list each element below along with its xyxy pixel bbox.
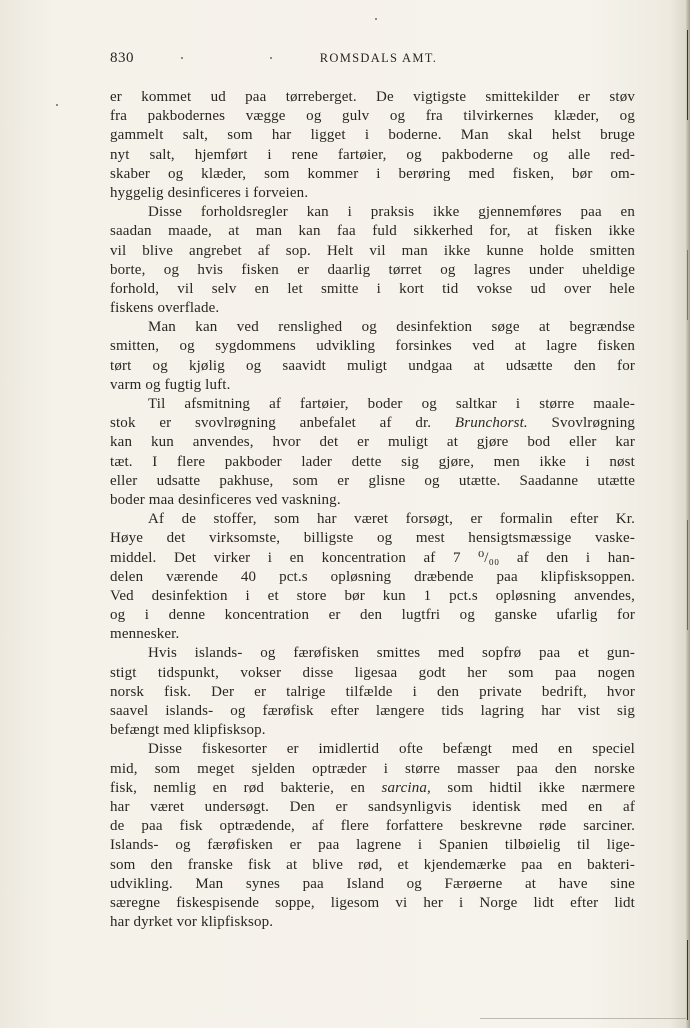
text-line-content: befængt med klipfisksop. [110,722,266,739]
text-line [110,587,635,606]
text-line-content: Hvis islands- og færøfisken smittes med sopfrø paa et gun- [148,645,635,662]
text-line [110,836,635,855]
text-line [110,568,635,587]
text-line-continuation: Svovlrøgning [527,415,636,432]
text-line [110,664,635,683]
page-edge-mark [687,250,688,320]
text-line-content: mid, som meget sjelden optræder i større masser paa den norske [110,760,635,777]
text-line-content: fiskens overflade. [110,300,220,317]
text-line-content: hyggelig desinficeres i forveien. [110,184,309,201]
text-line-content: gammelt salt, som har ligget i boderne. Man skal helst bruge [110,127,635,144]
text-line [110,318,635,337]
text-line [110,165,635,184]
page-edge-shadow [686,0,690,1028]
text-line-content: saadan maade, at man kan faa fuld sikkerhed for, at fisken ikke [110,223,635,240]
text-line-content: Islands- og færøfisken er paa lagrene i Spanien tilbøielig til lige- [110,837,635,854]
text-line-content: kan kun anvendes, hvor det er muligt at gjøre bod eller kar [110,434,635,451]
text-line [110,395,635,414]
text-line-content: fisk, nemlig en rød bakterie, en [110,779,365,796]
text-line-content: boder maa desinficeres ved vaskning. [110,491,341,508]
text-line [110,376,635,395]
text-line-content: saavel islands- og færøfisk efter længere tids lagring har vist sig [110,703,635,719]
text-line [110,702,635,721]
text-line [110,817,635,836]
text-line [110,357,635,376]
text-line-content: borte, og hvis fisken er daarlig tørret og lagres under uheldige [110,261,635,278]
text-line [110,433,635,452]
text-line [110,491,635,510]
text-line [110,242,635,261]
text-line [110,625,635,644]
page-number: 830 [110,50,134,66]
text-line [110,261,635,280]
text-line-content: særegne fiskespisende soppe, ligesom vi her i Norge lidt efter lidt [110,894,635,911]
text-line [110,184,635,203]
text-line [110,856,635,875]
text-line-content: som den franske fisk at blive rød, et kjendemærke paa en bakteri- [110,856,635,873]
text-line [110,203,635,222]
page-header [110,50,635,70]
text-line-content: vil blive angrebet af sop. Helt vil man ikke kunne holde smitten [110,242,635,259]
text-line-content: tørt og kjølig og saavidt muligt undgaa at udsætte den for [110,357,635,374]
italic-name: Brunchorst. [454,415,528,432]
text-line-content: eller udsatte pakhuse, som er glisne og utætte. Saadanne utætte [110,472,635,489]
text-line-content: delen værende 40 pct.s opløsning dræbende paa klipfisksoppen. [110,568,635,585]
text-line-content: varm og fugtig luft. [110,376,231,393]
text-line [110,529,635,548]
text-line [110,740,635,759]
text-line-content: Disse fiskesorter er imidlertid ofte befængt med en speciel [148,741,635,758]
text-line [110,760,635,779]
body-text [110,88,635,932]
text-line [110,913,635,932]
text-line [110,337,635,356]
text-line-content: Ved desinfektion i et store bør kun 1 pct.s opløsning anvendes, [110,587,635,604]
text-line-content: skaber og klæder, som kommer i berøring med fisken, bør om- [110,165,635,182]
text-line-continuation: som hidtil ikke nærmere [430,779,635,796]
page-edge-mark [687,30,688,120]
text-line-content: tæt. I flere pakboder lader dette sig gjøre, men ikke i nøst [110,453,635,470]
page-edge-mark [687,940,688,1020]
page-edge-mark [687,520,688,630]
text-line-content: har dyrket vor klipfisksop. [110,914,274,931]
text-line [110,222,635,241]
page-edge-bottom [480,1018,686,1019]
text-line [110,875,635,894]
text-line-content: middel. Det virker i en koncentration af 7 ⁰/₀₀ af den i han- [110,549,635,566]
text-line [110,779,635,798]
text-line-content: mennesker. [110,626,180,643]
text-line [110,683,635,702]
text-line-content: er kommet ud paa tørreberget. De vigtigste smittekilder er støv [110,89,635,105]
text-line [110,510,635,529]
text-line-content: Til afsmitning af fartøier, boder og saltkar i større maale- [148,396,635,412]
text-line [110,280,635,299]
text-line-content: fra pakbodernes vægge og gulv og fra tilvirkernes klæder, og [110,108,635,125]
text-line-content: Af de stoffer, som har været forsøgt, er formalin efter Kr. [148,511,635,528]
text-line [110,721,635,740]
text-line-content: stigt tidspunkt, vokser disse ligesaa godt her som paa nogen [110,664,635,681]
text-line [110,107,635,126]
text-line [110,414,635,433]
text-line-content: forhold, vil selv en let smitte i kort tid vokse ud over hele [110,280,635,297]
text-line-content: udvikling. Man synes paa Island og Færøerne at have sine [110,875,635,892]
text-line-content: har været undersøgt. Den er sandsynligvis identisk med en af [110,798,635,815]
text-line [110,146,635,165]
text-line [110,126,635,145]
text-line [110,644,635,663]
text-line [110,798,635,817]
text-line-content: og i denne koncentration er den lugtfri og ganske ufarlig for [110,607,635,624]
text-line-content: Man kan ved renslighed og desinfektion søge at begrændse [148,319,635,336]
text-line-content: smitten, og sygdommens udvikling forsinkes ved at lagre fisken [110,338,635,355]
text-line [110,299,635,318]
text-line [110,606,635,625]
running-title: ROMSDALS AMT. [319,51,438,65]
text-line [110,453,635,472]
text-line [110,549,635,568]
italic-name: sarcina, [381,779,431,796]
text-line [110,88,635,107]
text-line [110,472,635,491]
text-line [110,894,635,913]
text-line-content: norsk fisk. Der er talrige tilfælde i den private bedrift, hvor [110,683,635,700]
text-line-content: Høye det virksomste, billigste og mest hensigtsmæssige vaske- [110,530,635,547]
text-line-content: nyt salt, hjemført i rene fartøier, og pakboderne og alle red- [110,146,635,163]
text-line-content: de paa fisk optrædende, af flere forfattere beskrevne røde sarciner. [110,818,635,835]
text-line-content: stok er svovlrøgning anbefalet af dr. [110,415,432,432]
text-line-content: Disse forholdsregler kan i praksis ikke gjennemføres paa en [148,204,635,221]
